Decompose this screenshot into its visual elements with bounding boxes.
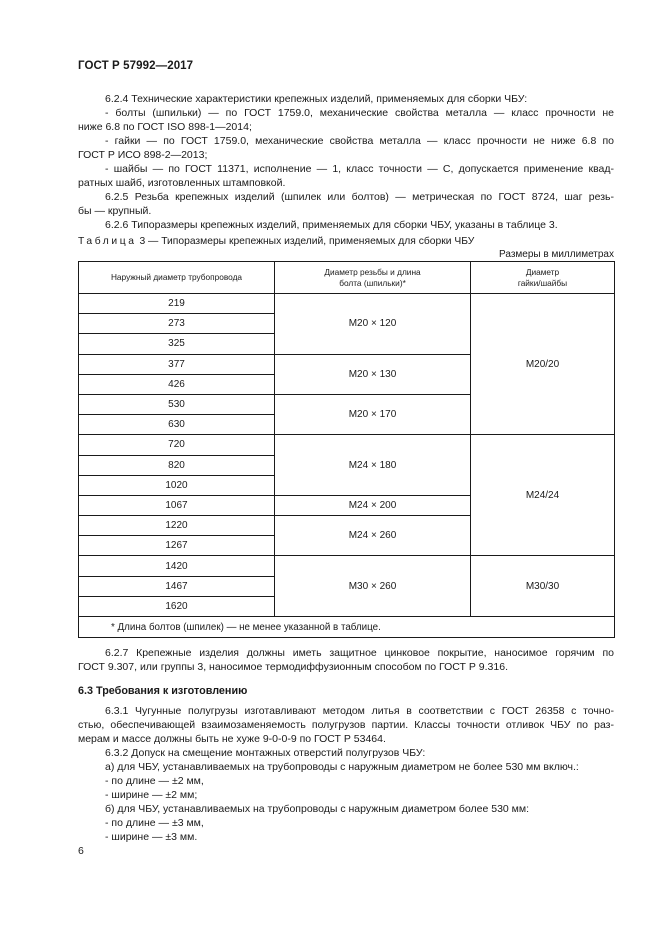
diameter-cell: 530 — [79, 394, 275, 414]
diameter-cell: 1020 — [79, 475, 275, 495]
paragraph-6-2-7: 6.2.7 Крепежные изделия должны иметь защитное цинковое покрытие, наносимое горячим по — [105, 647, 614, 659]
diameter-cell: 630 — [79, 415, 275, 435]
nut-cell: М24/24 — [471, 435, 615, 556]
bolt-cell: М24 × 260 — [275, 516, 471, 556]
diameter-cell: 273 — [79, 314, 275, 334]
list-item: б) для ЧБУ, устанавливаемых на трубопроводы с наружным диаметром более 530 мм: — [105, 803, 530, 815]
table-caption-text: 3 — Типоразмеры крепежных изделий, применяемых для сборки ЧБУ — [139, 236, 475, 247]
diameter-cell: 426 — [79, 374, 275, 394]
diameter-cell: 820 — [79, 455, 275, 475]
column-header-line: болта (шпильки)* — [339, 277, 406, 288]
column-header-line: гайки/шайбы — [517, 277, 568, 288]
nut-cell: М20/20 — [471, 294, 615, 435]
text-line: - шайбы — по ГОСТ 11371, исполнение — 1, класс точности — С, допускается применение квад- — [105, 163, 614, 175]
table-footnote: * Длина болтов (шпилек) — не менее указанной в таблице. — [79, 617, 615, 638]
list-item: - по длине — ±3 мм, — [105, 817, 204, 829]
column-header — [275, 262, 471, 294]
bolt-cell: М20 × 120 — [275, 294, 471, 355]
table-caption — [78, 236, 474, 247]
bolt-cell: М20 × 130 — [275, 354, 471, 394]
paragraph-6-2-6: 6.2.6 Типоразмеры крепежных изделий, применяемых для сборки ЧБУ, указаны в таблице 3. — [105, 219, 558, 231]
paragraph-6-2-4: 6.2.4 Технические характеристики крепежных изделий, применяемых для сборки ЧБУ: — [105, 93, 528, 105]
diameter-cell: 219 — [79, 294, 275, 314]
text-line: - гайки — по ГОСТ 1759.0, механические свойства металла — класс прочности не ниже 6.8 по — [105, 135, 614, 147]
text-line: бы — крупный. — [78, 205, 152, 217]
paragraph-6-3-2: 6.3.2 Допуск на смещение монтажных отверстий полугрузов ЧБУ: — [105, 747, 426, 759]
text-line: стью, обеспечивающей взаимозаменяемость полугрузов партии. Классы точности отливок ЧБУ по раз- — [78, 719, 614, 731]
diameter-cell: 377 — [79, 354, 275, 374]
diameter-cell: 1267 — [79, 536, 275, 556]
list-item: - ширине — ±3 мм. — [105, 831, 198, 843]
column-header-line: Диаметр — [525, 266, 560, 277]
diameter-cell: 1067 — [79, 495, 275, 515]
diameter-cell: 325 — [79, 334, 275, 354]
bolt-cell: М24 × 180 — [275, 435, 471, 496]
diameter-cell: 1220 — [79, 516, 275, 536]
page-number: 6 — [78, 845, 84, 857]
column-header-line: Диаметр резьбы и длина — [324, 266, 421, 277]
diameter-cell: 1420 — [79, 556, 275, 576]
paragraph-6-2-5: 6.2.5 Резьба крепежных изделий (шпилек или болтов) — метрическая по ГОСТ 8724, шаг резь- — [105, 191, 614, 203]
nut-cell: М30/30 — [471, 556, 615, 617]
text-line: ГОСТ 9.307, или группы 3, наносимое термодиффузионным способом по ГОСТ Р 9.316. — [78, 661, 508, 673]
document-header: ГОСТ Р 57992—2017 — [78, 60, 194, 72]
text-line: мерам и массе должны быть не хуже 9-0-0-9 по ГОСТ Р 53464. — [78, 733, 386, 745]
section-heading: 6.3 Требования к изготовлению — [78, 685, 248, 697]
list-item: - ширине — ±2 мм; — [105, 789, 198, 801]
table-caption-label: Таблица — [78, 236, 137, 247]
table-units: Размеры в миллиметрах — [499, 249, 614, 260]
text-line: ратных шайб, изготовленных штамповкой. — [78, 177, 286, 189]
diameter-cell: 1467 — [79, 576, 275, 596]
column-header — [471, 262, 615, 294]
fastener-table — [78, 261, 615, 638]
text-line: - болты (шпильки) — по ГОСТ 1759.0, механические свойства металла — класс прочности не — [105, 107, 614, 119]
text-line: ниже 6.8 по ГОСТ ISO 898-1—2014; — [78, 121, 252, 133]
diameter-cell: 720 — [79, 435, 275, 455]
diameter-cell: 1620 — [79, 596, 275, 616]
list-item: - по длине — ±2 мм, — [105, 775, 204, 787]
text-line: ГОСТ Р ИСО 898-2—2013; — [78, 149, 208, 161]
column-header: Наружный диаметр трубопровода — [79, 262, 275, 294]
list-item: а) для ЧБУ, устанавливаемых на трубопроводы с наружным диаметром не более 530 мм включ.: — [105, 761, 579, 773]
bolt-cell: М30 × 260 — [275, 556, 471, 617]
bolt-cell: М24 × 200 — [275, 495, 471, 515]
bolt-cell: М20 × 170 — [275, 394, 471, 434]
paragraph-6-3-1: 6.3.1 Чугунные полугрузы изготавливают методом литья в соответствии с ГОСТ 26358 с точно- — [105, 705, 614, 717]
